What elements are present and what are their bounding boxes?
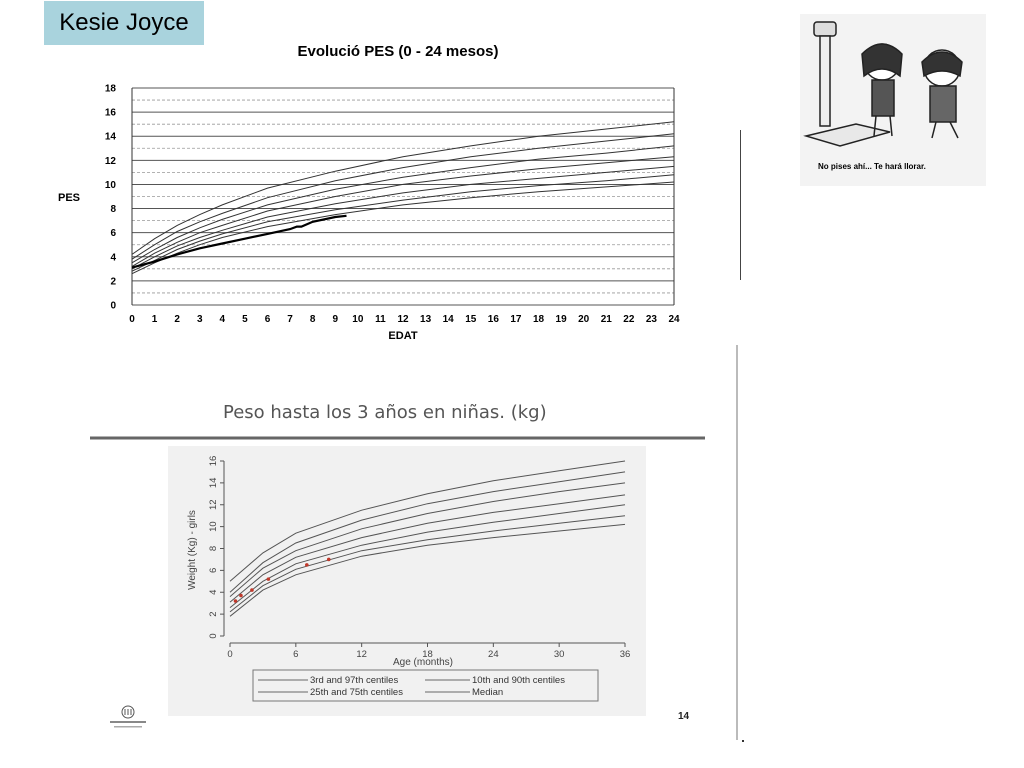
scan-edge-line xyxy=(740,130,741,280)
x-tick-label: 11 xyxy=(375,314,386,325)
legend-item: 3rd and 97th centiles xyxy=(310,675,399,686)
chart1-xlabel: EDAT xyxy=(388,330,418,342)
legend-item: 25th and 75th centiles xyxy=(310,687,403,698)
measurement-point xyxy=(234,599,238,603)
x-tick-label: 16 xyxy=(487,314,499,325)
x-tick-label: 12 xyxy=(356,649,367,660)
y-tick-label: 4 xyxy=(208,589,219,595)
y-tick-label: 0 xyxy=(208,633,219,639)
chart2-title: Peso hasta los 3 años en niñas. (kg) xyxy=(223,402,547,423)
x-tick-label: 5 xyxy=(242,314,248,325)
x-tick-label: 36 xyxy=(619,649,631,660)
y-tick-label: 4 xyxy=(110,252,116,264)
x-tick-label: 30 xyxy=(553,649,565,660)
x-tick-label: 8 xyxy=(309,314,316,325)
scale-cartoon-image xyxy=(800,14,986,186)
x-tick-label: 3 xyxy=(196,314,203,325)
x-tick-label: 10 xyxy=(352,314,364,325)
x-tick-label: 1 xyxy=(151,314,158,325)
y-tick-label: 16 xyxy=(104,107,116,119)
y-tick-label: 10 xyxy=(208,521,219,532)
institution-logo xyxy=(108,704,148,730)
x-tick-label: 14 xyxy=(442,314,454,325)
measurement-point xyxy=(239,594,243,598)
y-tick-label: 8 xyxy=(208,545,219,552)
x-tick-label: 18 xyxy=(532,314,545,325)
x-tick-label: 18 xyxy=(422,649,433,660)
weight-chart-0-24 xyxy=(40,30,700,350)
x-tick-label: 13 xyxy=(420,314,432,325)
y-tick-label: 0 xyxy=(110,300,116,312)
y-tick-label: 16 xyxy=(208,455,219,467)
y-tick-label: 10 xyxy=(104,179,116,191)
x-tick-label: 12 xyxy=(397,314,409,325)
x-tick-label: 21 xyxy=(600,314,612,325)
x-tick-label: 22 xyxy=(623,314,635,325)
x-tick-label: 15 xyxy=(465,314,477,325)
y-tick-label: 6 xyxy=(208,567,219,574)
x-tick-label: 24 xyxy=(668,314,680,325)
legend-item: 10th and 90th centiles xyxy=(472,675,565,686)
scan-edge-line xyxy=(736,345,738,740)
measurement-point xyxy=(327,558,331,562)
y-tick-label: 8 xyxy=(110,204,116,216)
x-tick-label: 19 xyxy=(555,314,567,325)
y-tick-label: 14 xyxy=(104,131,116,143)
x-tick-label: 0 xyxy=(227,649,233,660)
cartoon-caption: No pises ahí... Te hará llorar. xyxy=(818,162,926,171)
x-tick-label: 2 xyxy=(174,314,180,325)
y-tick-label: 14 xyxy=(208,477,219,489)
x-tick-label: 9 xyxy=(332,314,339,325)
measurement-point xyxy=(250,588,254,592)
chart2-ylabel: Weight (Kg) - girls xyxy=(187,510,198,590)
y-tick-label: 18 xyxy=(104,83,116,95)
page-number: 14 xyxy=(678,711,690,722)
x-tick-label: 6 xyxy=(293,649,299,660)
y-tick-label: 2 xyxy=(110,276,116,288)
x-tick-label: 0 xyxy=(129,314,135,325)
x-tick-label: 6 xyxy=(264,314,271,325)
legend-item: Median xyxy=(472,687,504,698)
y-tick-label: 12 xyxy=(208,499,219,511)
weight-chart-0-36-girls xyxy=(80,380,720,740)
chart1-ylabel: PES xyxy=(58,192,81,204)
y-tick-label: 12 xyxy=(104,155,116,167)
x-tick-label: 24 xyxy=(488,649,499,660)
child-weight-line xyxy=(132,216,347,268)
x-tick-label: 20 xyxy=(578,314,590,325)
x-tick-label: 23 xyxy=(645,314,657,325)
scan-mark xyxy=(742,740,744,742)
chart1-title: Evolució PES (0 - 24 mesos) xyxy=(297,43,499,60)
name-text: Kesie Joyce xyxy=(59,9,189,36)
chart2-xlabel: Age (months) xyxy=(392,657,454,668)
x-tick-label: 7 xyxy=(287,314,293,325)
x-tick-label: 17 xyxy=(510,314,522,325)
y-tick-label: 2 xyxy=(208,611,219,617)
y-tick-label: 6 xyxy=(110,228,116,240)
chart2-background xyxy=(168,446,646,716)
measurement-point xyxy=(305,563,309,567)
x-tick-label: 4 xyxy=(219,314,226,325)
measurement-point xyxy=(267,577,271,581)
